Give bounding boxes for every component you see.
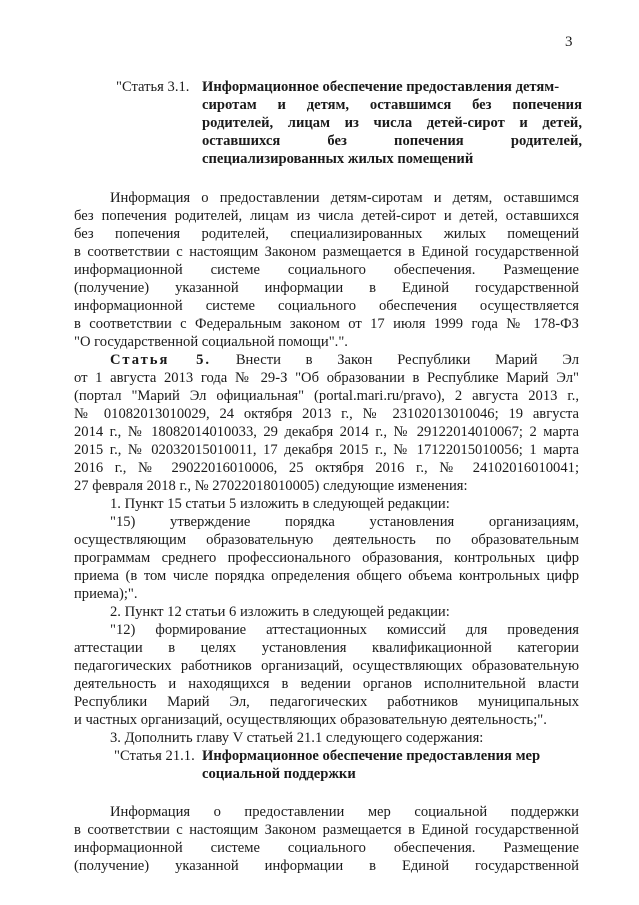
paragraph-line: приема);". — [74, 586, 138, 602]
article-3-1-heading — [116, 78, 582, 96]
paragraph-line: "О государственной социальной помощи".". — [74, 334, 348, 350]
paragraph-line: (портал "Марий Эл официальная" (portal.mari.ru/pravo), 2 августа 2013 г., — [74, 388, 579, 404]
article-title-line: сиротам и детям, оставшимся без попечения — [202, 97, 582, 113]
article-title-line: родителей, лицам из числа детей-сирот и детей, — [202, 115, 582, 131]
paragraph-line: от 1 августа 2013 года № 29-З "Об образовании в Республике Марий Эл" — [74, 370, 579, 386]
paragraph-line: 2015 г., № 02032015010011, 17 декабря 2015 г., № 17122015010056; 1 марта — [74, 442, 579, 458]
paragraph-line: аттестации в целях установления квалификационной категории — [74, 640, 579, 656]
paragraph-line: 2016 г., № 29022016010006, 25 октября 2016 г., № 24102016010041; — [74, 460, 579, 476]
article-title-line: специализированных жилых помещений — [202, 151, 474, 167]
item-3-intro: 3. Дополнить главу V статьей 21.1 следующего содержания: — [110, 730, 484, 746]
paragraph-line: № 01082013010029, 24 октября 2013 г., № 23102013010046; 19 августа — [74, 406, 579, 422]
paragraph-line: 2014 г., № 18082014010033, 29 декабря 2014 г., № 29122014010067; 2 марта — [74, 424, 579, 440]
paragraph-line: Информация о предоставлении мер социальной поддержки — [110, 804, 579, 820]
paragraph-line: Республики Марий Эл, педагогических работников муниципальных — [74, 694, 579, 710]
paragraph-line: "12) формирование аттестационных комиссий для проведения — [110, 622, 579, 638]
article-label: "Статья 21.1. — [114, 748, 195, 764]
paragraph-line: "15) утверждение порядка установления организациям, — [110, 514, 579, 530]
paragraph-line: Информация о предоставлении детям-сиротам и детям, оставшимся — [110, 190, 579, 206]
paragraph-line: без попечения родителей, лицам из числа детей-сирот и детей, оставшихся — [74, 208, 579, 224]
paragraph-line: (получение) указанной информации в Единой государственной — [74, 280, 579, 296]
page-number: 3 — [565, 34, 573, 50]
article-title-line: социальной поддержки — [202, 766, 356, 782]
article-label: "Статья 3.1. — [116, 79, 190, 95]
paragraph-line: в соответствии с настоящим Законом размещается в Единой государственной — [74, 244, 579, 260]
paragraph-line: 27 февраля 2018 г., № 27022018010005) следующие изменения: — [74, 478, 468, 494]
article-title-line: Информационное обеспечение предоставления мер — [202, 748, 541, 764]
article-5-label: Статья 5. — [110, 352, 212, 368]
paragraph-line: деятельность и находящихся в ведении органов исполнительной власти — [74, 676, 579, 692]
article-title-line: Информационное обеспечение предоставления детям- — [202, 79, 560, 95]
paragraph-line: в соответствии с Федеральным законом от 17 июля 1999 года № 178-ФЗ — [74, 316, 579, 332]
paragraph-line: информационной системе социального обеспечения. Размещение — [74, 262, 579, 278]
paragraph-line: программам среднего профессионального образования, контрольных цифр — [74, 550, 579, 566]
paragraph-line: информационной системе социального обеспечения. Размещение — [74, 840, 579, 856]
paragraph-line: педагогических работников организаций, осуществляющих образовательную — [74, 658, 579, 674]
paragraph-line: информационной системе социального обеспечения осуществляется — [74, 298, 579, 314]
paragraph-line: без попечения родителей, специализированных жилых помещений — [74, 226, 579, 242]
article-21-1-heading — [114, 747, 581, 765]
article-title-line: оставшихся без попечения родителей, — [202, 133, 582, 149]
paragraph-line: в соответствии с настоящим Законом размещается в Единой государственной — [74, 822, 579, 838]
paragraph-line: и частных организаций, осуществляющих образовательную деятельность;". — [74, 712, 547, 728]
item-1-intro: 1. Пункт 15 статьи 5 изложить в следующей редакции: — [110, 496, 450, 512]
paragraph-line: приема (в том числе порядка определения общего объема контрольных цифр — [74, 568, 579, 584]
article-5-first-line — [110, 351, 579, 369]
paragraph-line: (получение) указанной информации в Единой государственной — [74, 858, 579, 874]
article-5-text: Внести в Закон Республики Марий Эл — [235, 352, 579, 368]
paragraph-line: осуществляющим образовательную деятельность по образовательным — [74, 532, 579, 548]
item-2-intro: 2. Пункт 12 статьи 6 изложить в следующей редакции: — [110, 604, 450, 620]
